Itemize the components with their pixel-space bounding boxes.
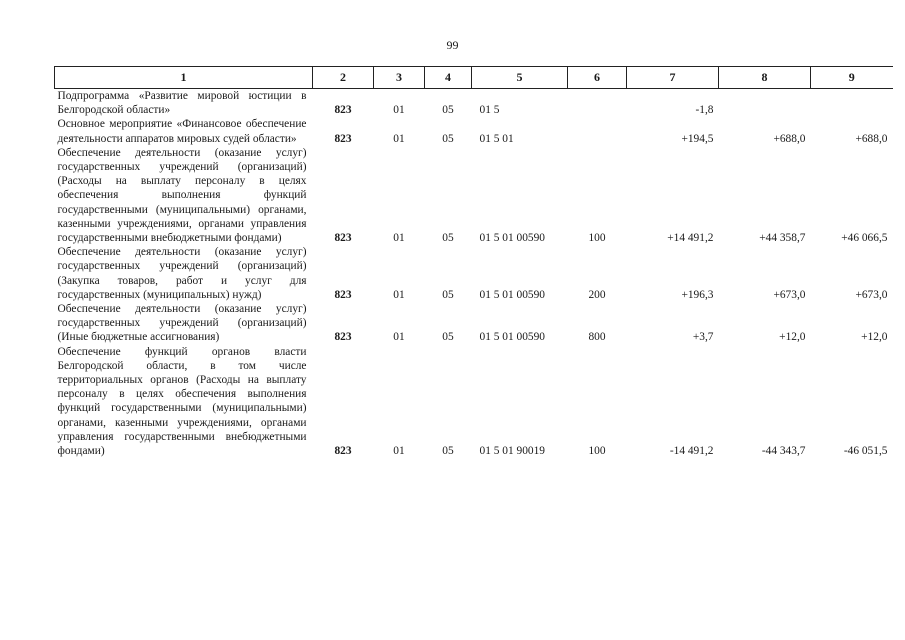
row-name: Обеспечение деятельности (оказание услуг) государственных учреждений (организаций) (Иные бюджетные ассигнования) bbox=[57, 303, 307, 344]
cell-amount-8 bbox=[719, 89, 811, 118]
cell-target-article: 01 5 01 bbox=[479, 132, 514, 145]
cell-target-article: 01 5 01 90019 bbox=[479, 445, 545, 458]
column-header: 6 bbox=[568, 67, 627, 89]
cell-ministry: 823 bbox=[334, 288, 352, 301]
cell-target-article: 01 5 bbox=[479, 104, 500, 117]
cell-amount-7: -1,8 bbox=[695, 104, 714, 117]
column-header: 3 bbox=[374, 67, 425, 89]
cell-subsection: 05 bbox=[442, 288, 454, 301]
column-header: 2 bbox=[313, 67, 374, 89]
table-row bbox=[55, 302, 893, 345]
cell-amount-7: +14 491,2 bbox=[667, 232, 714, 245]
table-row bbox=[55, 345, 893, 459]
cell-amount-7: +194,5 bbox=[681, 132, 714, 145]
cell-section: 01 bbox=[393, 331, 405, 344]
cell-amount-7: -14 491,2 bbox=[669, 445, 714, 458]
page-number: 99 bbox=[446, 38, 459, 52]
column-header: 8 bbox=[719, 67, 811, 89]
cell-subsection: 05 bbox=[442, 445, 454, 458]
cell-subsection: 05 bbox=[442, 104, 454, 117]
cell-amount-7: +196,3 bbox=[681, 288, 714, 301]
row-name: Обеспечение деятельности (оказание услуг) государственных учреждений (организаций) (Расходы на выплату персоналу в целях обеспечения выполнения функций государственными (муниципальными) органами, казенными учреждениями, органами управления государственными внебюджетными фондами) bbox=[57, 146, 307, 245]
cell-ministry: 823 bbox=[334, 104, 352, 117]
column-header: 9 bbox=[811, 67, 893, 89]
cell-target-article: 01 5 01 00590 bbox=[479, 232, 545, 245]
cell-subsection: 05 bbox=[442, 232, 454, 245]
table-row bbox=[55, 245, 893, 302]
cell-section: 01 bbox=[393, 288, 405, 301]
column-header: 7 bbox=[627, 67, 719, 89]
cell-amount-7: +3,7 bbox=[692, 331, 714, 344]
cell-amount-9: +12,0 bbox=[861, 331, 888, 344]
column-header: 4 bbox=[425, 67, 472, 89]
cell-target-article: 01 5 01 00590 bbox=[479, 288, 545, 301]
cell-amount-8: +673,0 bbox=[773, 288, 806, 301]
cell-section: 01 bbox=[393, 232, 405, 245]
row-name: Подпрограмма «Развитие мировой юстиции в Белгородской области» bbox=[57, 90, 307, 117]
cell-section: 01 bbox=[393, 132, 405, 145]
cell-expense-type bbox=[568, 117, 627, 145]
cell-ministry: 823 bbox=[334, 132, 352, 145]
column-header: 5 bbox=[472, 67, 568, 89]
cell-subsection: 05 bbox=[442, 331, 454, 344]
cell-ministry: 823 bbox=[334, 445, 352, 458]
column-header: 1 bbox=[55, 67, 313, 89]
cell-amount-9 bbox=[811, 89, 893, 118]
cell-amount-8: -44 343,7 bbox=[761, 445, 806, 458]
cell-ministry: 823 bbox=[334, 331, 352, 344]
table-row bbox=[55, 89, 893, 118]
cell-amount-8: +12,0 bbox=[779, 331, 806, 344]
cell-amount-9: +673,0 bbox=[855, 288, 888, 301]
cell-expense-type: 800 bbox=[588, 331, 606, 344]
row-name: Обеспечение деятельности (оказание услуг) государственных учреждений (организаций) (Закупка товаров, работ и услуг для государственных (муниципальных) нужд) bbox=[57, 246, 307, 301]
cell-expense-type: 100 bbox=[588, 445, 606, 458]
row-name: Обеспечение функций органов власти Белгородской области, в том числе территориальных органов (Расходы на выплату персоналу в целях обеспечения выполнения функций государственными (муниципальными) органами, казенными учреждениями, органами управления государственными внебюджетными фондами) bbox=[57, 345, 307, 458]
row-name: Основное мероприятие «Финансовое обеспечение деятельности аппаратов мировых судей области» bbox=[57, 118, 307, 145]
cell-expense-type: 200 bbox=[588, 288, 606, 301]
cell-target-article: 01 5 01 00590 bbox=[479, 331, 545, 344]
cell-expense-type bbox=[568, 89, 627, 118]
cell-section: 01 bbox=[393, 445, 405, 458]
table-row bbox=[55, 117, 893, 145]
cell-ministry: 823 bbox=[334, 232, 352, 245]
cell-amount-9: +46 066,5 bbox=[841, 232, 888, 245]
cell-amount-8: +688,0 bbox=[773, 132, 806, 145]
table-header-row bbox=[55, 67, 893, 89]
cell-expense-type: 100 bbox=[588, 232, 606, 245]
table-row bbox=[55, 146, 893, 245]
cell-amount-9: +688,0 bbox=[855, 132, 888, 145]
cell-subsection: 05 bbox=[442, 132, 454, 145]
budget-table bbox=[54, 66, 893, 458]
cell-section: 01 bbox=[393, 104, 405, 117]
cell-amount-8: +44 358,7 bbox=[759, 232, 806, 245]
cell-amount-9: -46 051,5 bbox=[843, 445, 888, 458]
